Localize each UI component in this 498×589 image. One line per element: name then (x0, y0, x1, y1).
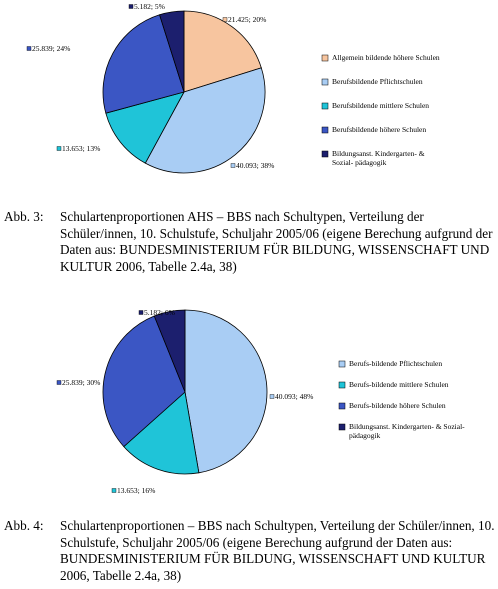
legend-swatch (322, 103, 328, 109)
data-label-marker (223, 18, 227, 22)
data-label-3: 25.839; 30% (62, 378, 101, 387)
legend-label-4: Bildungsanst. Kindergarten- & Sozial- (349, 422, 465, 431)
legend-swatch (322, 79, 328, 85)
data-label-marker (57, 381, 61, 385)
data-label-marker (129, 5, 133, 9)
data-label-marker (139, 311, 143, 315)
legend-label-3: Berufsbildende mittlere Schulen (332, 101, 430, 110)
data-label-4: 25.839; 24% (32, 44, 71, 53)
legend-swatch (339, 424, 345, 430)
legend-swatch (339, 382, 345, 388)
legend-label-4: pädagogik (349, 431, 381, 440)
legend-swatch (339, 403, 345, 409)
data-label-2: 13.653; 16% (117, 486, 156, 495)
data-label-5: 5.182; 5% (134, 2, 165, 11)
pie-chart-ahs-bbs (0, 0, 498, 200)
data-label-2: 40.093; 38% (236, 161, 275, 170)
pie-chart-svg (0, 0, 498, 200)
legend-label-3: Berufs-bildende höhere Schulen (349, 401, 446, 410)
pie-chart-svg (0, 296, 498, 496)
pie-slice-1 (185, 310, 267, 473)
data-label-marker (57, 147, 61, 151)
legend-label-5: Bildungsanst. Kindergarten- & (332, 149, 425, 158)
figure-caption-3 (4, 209, 498, 275)
legend-label-4: Berufsbildende höhere Schulen (332, 125, 427, 134)
data-label-marker (112, 489, 116, 493)
legend-label-2: Berufsbildende Pflichtschulen (332, 77, 423, 86)
caption-text: Schulartenproportionen AHS – BBS nach Schultypen, Verteilung der Schüler/innen, 10. Schulstufe, Schuljahr 2005/06 (eigene Berechung aufgrund der Daten aus: BUNDESMINISTERIUM FÜR BILDUNG, WISSENSCHAFT UND KULTUR 2006, Tabelle 2.4a, 38) (60, 209, 493, 274)
legend-swatch (322, 127, 328, 133)
data-label-marker (231, 164, 235, 168)
legend-swatch (339, 361, 345, 367)
figure-caption-4 (4, 518, 498, 584)
data-label-marker (270, 395, 274, 399)
data-label-marker (27, 47, 31, 51)
data-label-1: 21.425; 20% (228, 15, 267, 24)
data-label-4: 5.182; 6% (144, 308, 175, 317)
caption-number: Abb. 4: (4, 518, 44, 533)
caption-number: Abb. 3: (4, 209, 44, 224)
legend-label-1: Allgemein bildende höhere Schulen (332, 53, 440, 62)
data-label-3: 13.653; 13% (62, 144, 101, 153)
data-label-1: 40.093; 48% (275, 392, 314, 401)
legend-label-5: Sozial- pädagogik (332, 158, 387, 167)
legend-label-1: Berufs-bildende Pflichtschulen (349, 359, 443, 368)
legend-swatch (322, 151, 328, 157)
pie-chart-bbs (0, 296, 498, 496)
caption-text: Schulartenproportionen – BBS nach Schultypen, Verteilung der Schüler/innen, 10. Schulstufe, Schuljahr 2005/06 (eigene Berechung aufgrund der Daten aus: BUNDESMINISTERIUM FÜR BILDUNG, WISSENSCHAFT UND KULTUR 2006, Tabelle 2.4a, 38) (60, 518, 495, 583)
legend-label-2: Berufs-bildende mittlere Schulen (349, 380, 449, 389)
legend-swatch (322, 55, 328, 61)
